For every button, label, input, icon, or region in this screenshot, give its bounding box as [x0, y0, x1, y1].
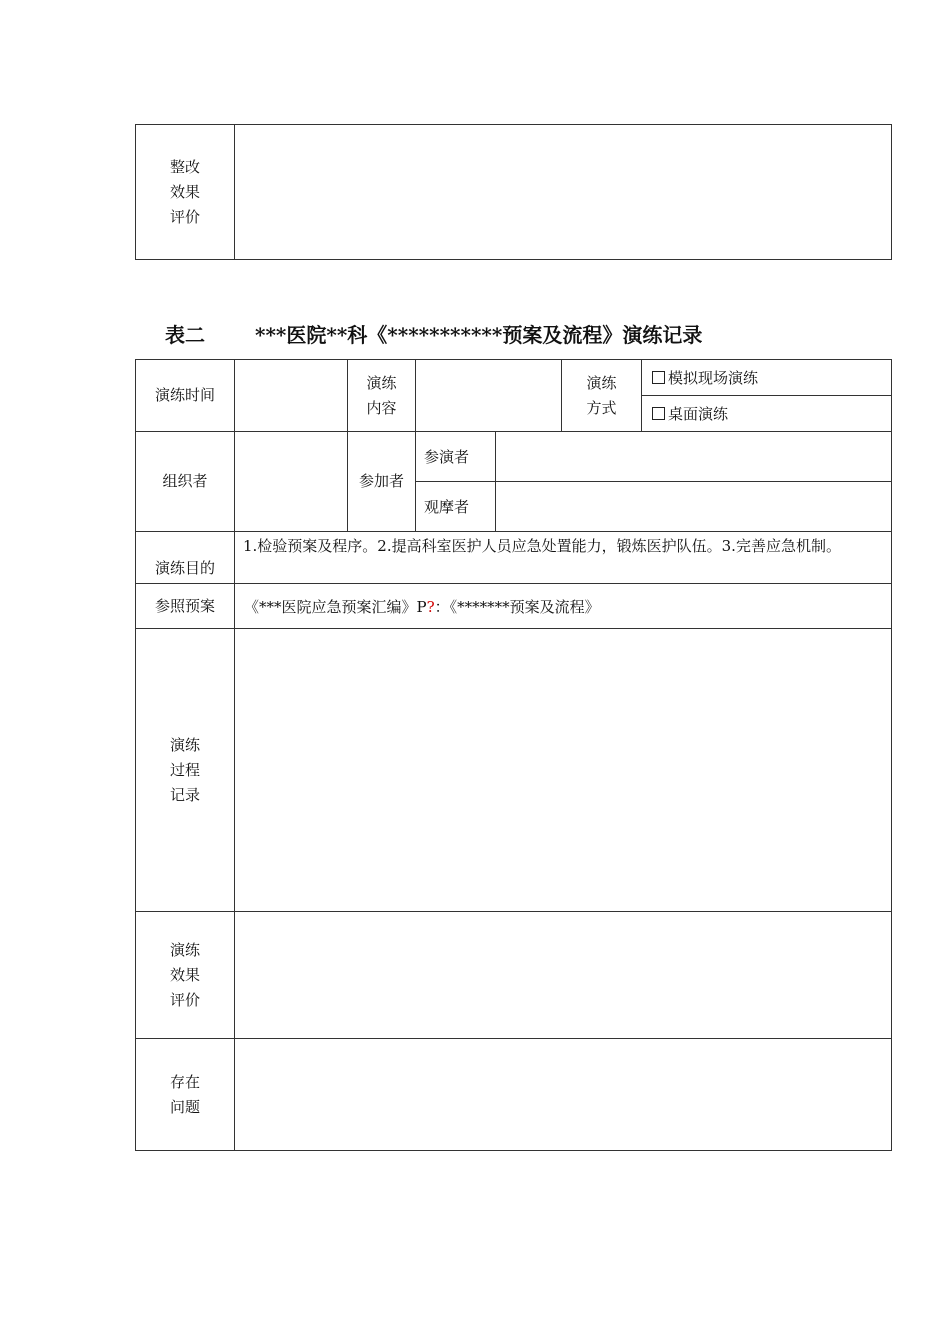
- reference-text: 《***医院应急预案汇编》P?：《*******预案及流程》: [235, 584, 892, 629]
- drill-content-field[interactable]: [416, 360, 562, 432]
- rectification-effect-label: 整改 效果 评价: [136, 125, 235, 260]
- organizer-label: 组织者: [136, 432, 235, 532]
- reference-label: 参照预案: [136, 584, 235, 629]
- process-record-label: 演练 过程 记录: [136, 629, 235, 912]
- participants-label: 参加者: [348, 432, 416, 532]
- performers-label: 参演者: [416, 432, 496, 482]
- drill-time-field[interactable]: [235, 360, 348, 432]
- checkbox-icon[interactable]: [652, 371, 665, 384]
- drill-mode-label: 演练 方式: [562, 360, 642, 432]
- issues-label: 存在 问题: [136, 1039, 235, 1151]
- observers-label: 观摩者: [416, 482, 496, 532]
- rectification-effect-field[interactable]: [235, 125, 892, 260]
- organizer-field[interactable]: [235, 432, 348, 532]
- process-record-field[interactable]: [235, 629, 892, 912]
- purpose-text: 1.检验预案及程序。2.提高科室医护人员应急处置能力，锻炼医护队伍。3.完善应急机制。: [235, 532, 892, 584]
- drill-time-label: 演练时间: [136, 360, 235, 432]
- purpose-label: 演练目的: [136, 532, 235, 584]
- observers-field[interactable]: [496, 482, 892, 532]
- drill-record-table: [135, 359, 892, 1151]
- drill-effect-label: 演练 效果 评价: [136, 912, 235, 1039]
- rectification-table: [135, 124, 892, 260]
- drill-effect-field[interactable]: [235, 912, 892, 1039]
- checkbox-icon[interactable]: [652, 407, 665, 420]
- issues-field[interactable]: [235, 1039, 892, 1151]
- mode-option-tabletop[interactable]: 桌面演练: [642, 396, 892, 432]
- drill-content-label: 演练 内容: [348, 360, 416, 432]
- page-title: 表二 ***医院**科《***********预案及流程》演练记录: [165, 323, 703, 347]
- mode-option-simulation[interactable]: 模拟现场演练: [642, 360, 892, 396]
- performers-field[interactable]: [496, 432, 892, 482]
